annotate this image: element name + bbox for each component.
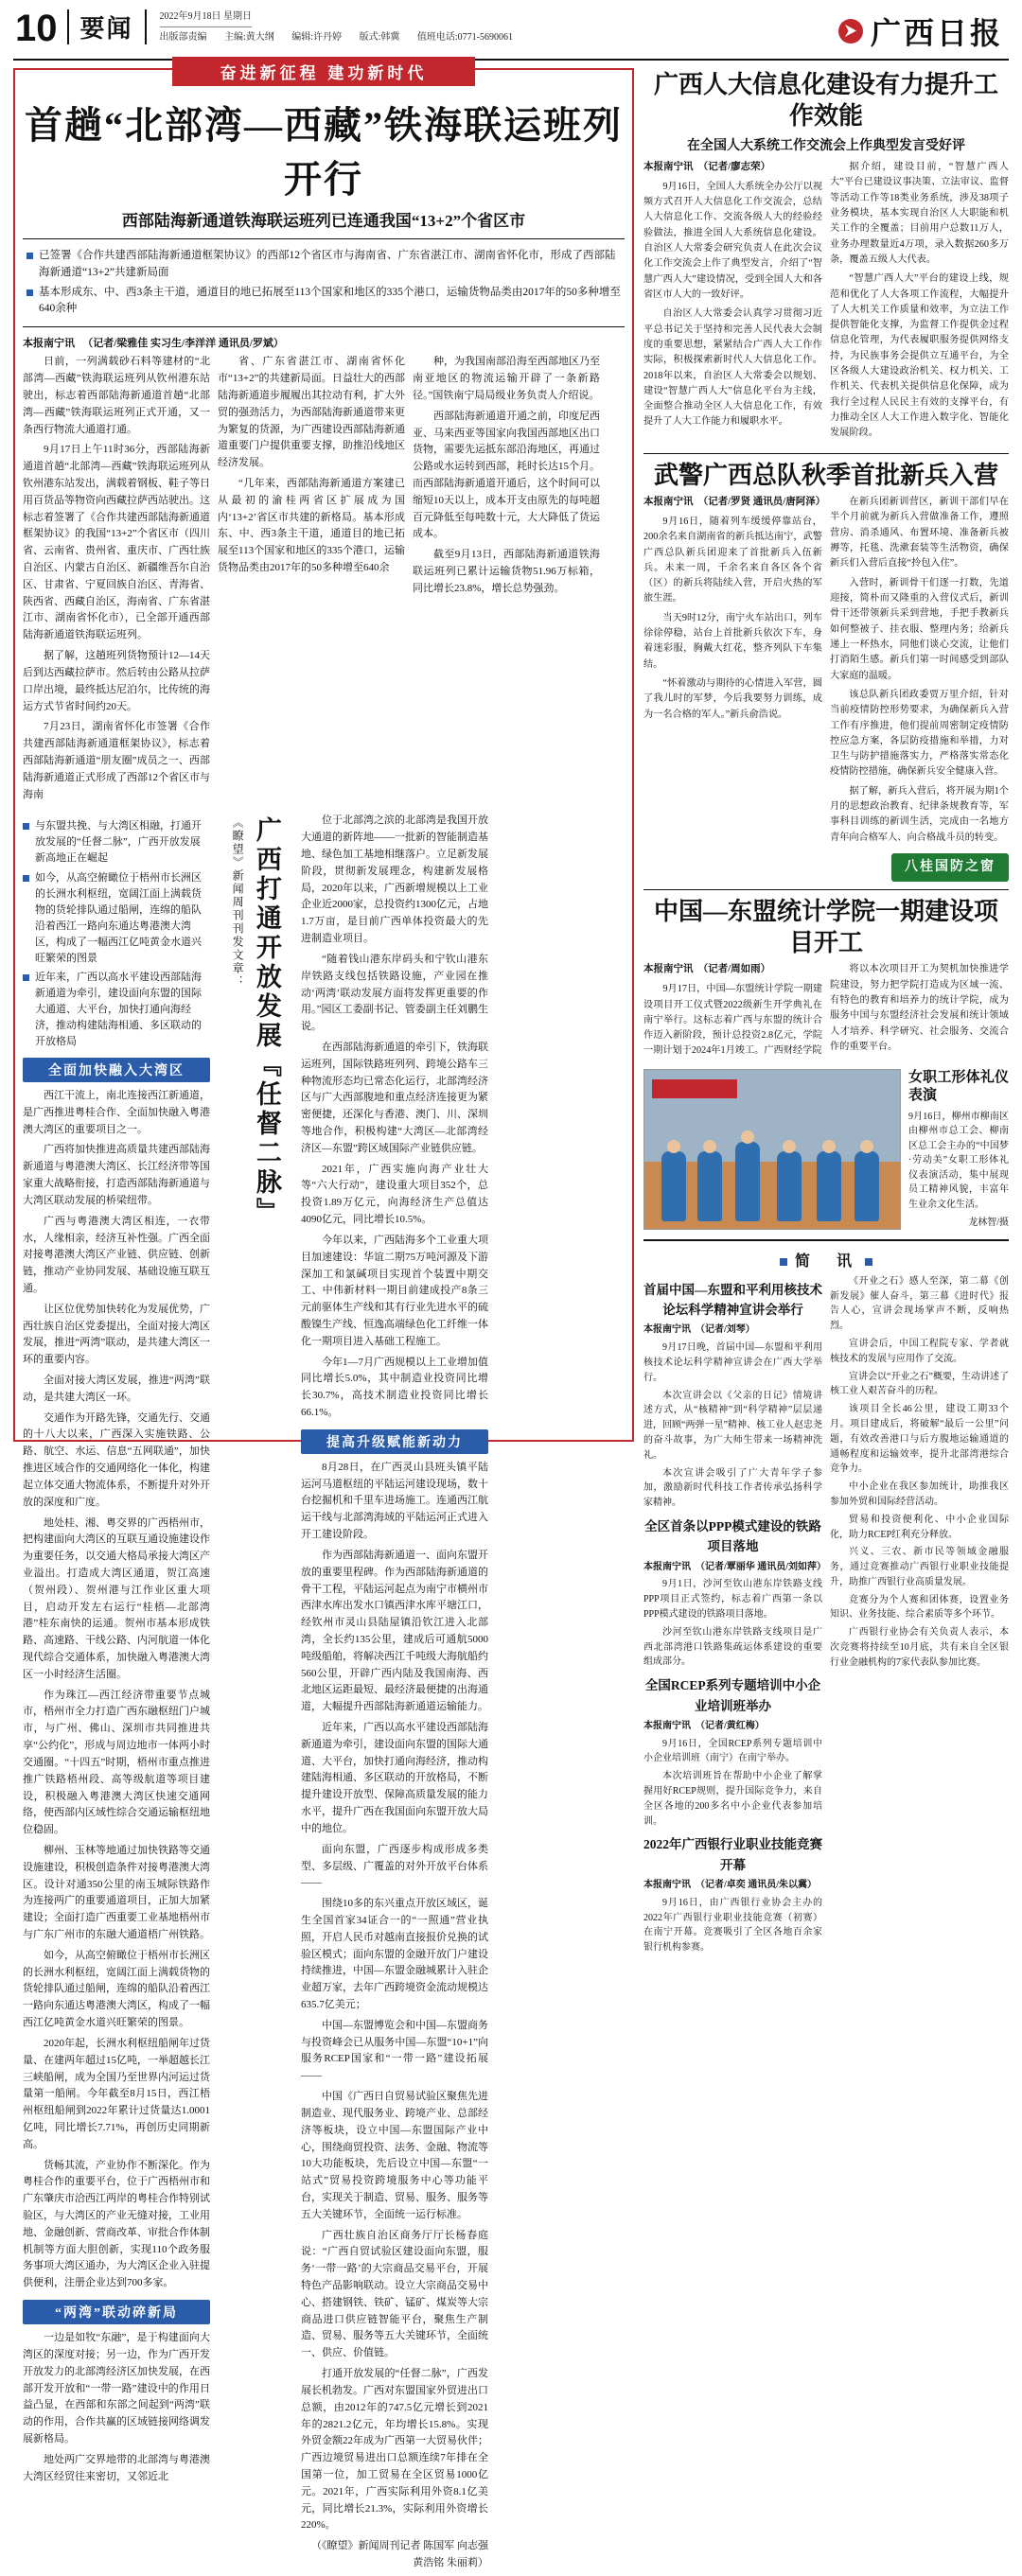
lead-bullets [23, 238, 625, 327]
paragraph: 在新兵团新训营区，新训干部们早在半个月前就为新兵入营做准备工作，遵照营房、消杀通风、布置环境、准备新兵被褥等，托毯、洗漱套装等生活物资，确保新兵们入营后直接“拎包入住”。 [830, 497, 1009, 570]
feature-bullet [23, 870, 210, 967]
article1-title: 广西人大信息化建设有力提升工作效能 [653, 71, 998, 130]
article3-col-1 [643, 962, 822, 1062]
photo-credit: 龙林智/摄 [968, 1218, 1009, 1229]
lead-bullet [26, 285, 621, 319]
paragraph: “怀着激动与期待的心情进入军营，圆了我儿时的军梦，今后我要努力训练，成为一名合格的军人。”新兵俞浩说。 [643, 678, 822, 720]
paragraph: 货畅其流，产业协作不断深化。作为粤桂合作的重要平台，位于广西梧州市和广东肇庆市洽西江两岸的粤桂合作特别试验区，与大湾区的产业无缝对接，工业用地、金融创新、营商改革、审批合作体制机制等方面大胆创新，实现110个政务服务事项大湾区通办，为大湾区企业入驻提供便利，注册企业达到700多家。 [23, 2159, 210, 2289]
photo-banner [652, 1079, 737, 1098]
paragraph: 2021年，广西实施向海产业壮大等“六大行动”，建设重大项目352个，总投资1.89万亿元，向海经济生产总值达4090亿元，同比增长10.5%。 [301, 1163, 488, 1226]
photo-caption [908, 1069, 1009, 1231]
vertical-headline: 广西打通开放发展『任督二脉』 [252, 816, 281, 1228]
section-title: 要闻 [67, 9, 147, 44]
paragraph: 今年1—7月广西规模以上工业增加值同比增长5.0%，其中制造业投资同比增长30.7%，高技术制造业投资同比增长66.1%。 [301, 1356, 488, 1418]
layout-designer: 版式:韩冀 [359, 32, 400, 43]
lead-article-frame [13, 64, 634, 2568]
paragraph: 9月17日上午11时36分，西部陆海新通道首趟“北部湾—西藏”铁海联运班列从钦州港东站发出，满载着钢板、鞋子等日用百货品等物资向西藏拉萨西站驶出。这标志着签署了《合作共建西部陆海新通道框架协议》的我国“13+2”个省区市（四川省、云南省、贵州省、重庆市、广西壮族自治区、内蒙古自治区、新疆维吾尔自治区、甘肃省、宁夏回族自治区、青海省、陕西省、西藏自治区，海南省、广东省湛江市、湖南省怀化市），已全部开通西部陆海新通道铁海联运班列。 [23, 444, 210, 641]
divider [643, 1239, 1009, 1241]
paragraph: 本次培训班旨在帮助中小企业了解掌握用好RCEP规则，提升国际竞争力，来自全区各地的200多名中小企业代表参加培训。 [643, 1771, 822, 1827]
paragraph: 截至9月13日，西部陆海新通道铁海联运班列已累计运输货物51.96万标箱，同比增长23.8%，增长总势强劲。 [413, 549, 600, 594]
paragraph: 9月16日，全国RCEP系列专题培训中小企业培训班（南宁）在南宁举办。 [643, 1738, 822, 1764]
article2-byline: 本报南宁讯 （记者/罗贤 通讯员/唐阿泽） [643, 497, 826, 508]
article2-title: 武警广西总队秋季首批新兵入营 [653, 461, 998, 489]
paragraph: 近年来，广西以高水平建设西部陆海新通道为牵引，建设面向东盟的国际大通道、大平台，加快打通向海经济，推动构建陆海相通、多区联动的开放格局，不断提升建设开放型、保障高质量发展的能力水平，提升广西在我国面向东盟开放大局中的地位。 [301, 1722, 488, 1834]
caption-body: 9月16日，柳州市柳南区由柳州市总工会、柳南区总工会主办的“中国梦·劳动美”女职工形体礼仪表演活动，集中展现员工精神风貌，丰富年生业余文化生活。 [908, 1111, 1009, 1210]
paragraph: 2020年起，长洲水利枢纽船闸年过货量、在建两年超过15亿吨，一举超越长江三峡船闸，成为全国乃至世界内河运过货量第一船闸。今年截至8月15日，西江梧州枢纽船闸到2022年累计过货量达1.0001亿吨，同比增长7.71%，再创历史同期新高。 [23, 2037, 210, 2150]
briefs-columns [643, 1274, 1009, 1958]
lead-col-extra [301, 813, 488, 2575]
masthead [13, 9, 1009, 61]
paragraph: 本次宣讲会吸引了广大青年学子参加，激励新时代科技工作者传承弘扬科学家精神。 [643, 1467, 822, 1509]
brief-title: 全区首条以PPP模式建设的铁路项目落地 [644, 1518, 821, 1554]
article1-col-1 [643, 160, 822, 446]
paragraph: 地处桂、湘、粤交界的广西梧州市，把构建面向大湾区的互联互通设施建设作为重要任务，以交通大格局承接大湾区产业溢出。打造成大湾区通道，贺江高速（贺州段）、贺州港与江作业区重大项目，启动开发左右运行“桂梧—北部湾港”桂东南快的运通。贺州市基本形成铁路、高速路、干线公路、内河航道一体化现代综合交通体系，加快融入粤港澳大湾区一小时经济生活圈。 [23, 1516, 210, 1680]
paragraph: 9月17日晚，首届中国—东盟和平利用核技术论坛科学精神宣讲会在广西大学举行。 [643, 1342, 822, 1383]
paragraph: 将以本次项目开工为契机加快推进学院建设，努力把学院打造成为区域一流、有特色的教育和培养力的统计学院，成为服务中国与东盟经济社会发展和统计领域人才培养、科学研究、社会服务、交流合作的重要平台。 [830, 964, 1009, 1052]
bullet-square-icon [23, 823, 29, 830]
paragraph: 日前，一列满载砂石料等建材的“北部湾—西藏”铁海联运班列从钦州港东站驶出，标志着西部陆海新通道首趟“北部湾—西藏”铁海联运班列正式开通，又一条西行物流大通道打通。 [23, 356, 210, 435]
paragraph: 宣讲会后，中国工程院专家、学者就核技术的发展与应用作了交流。 [830, 1338, 1009, 1364]
paragraph: 今年以来，广西陆海多个工业重大项目加速建设：华谊二期75万吨河源及下游深加工和氯碱项目实现首个装置中期交工、中伟新材料一期目前建成投产8条三元前驱体生产线和其有行业先进水平的硫酸镍生产线、恒逸高端绿色化工纤维一体化一期项目进入基础工程施工。 [301, 1234, 488, 1347]
paragraph: 中国—东盟博览会和中国—东盟商务与投资峰会已从服务中国—东盟“10+1”向服务RCEP国家和“一带一路”建设拓展—— [301, 2019, 488, 2082]
paragraph: 作为珠江—西江经济带重要节点城市，梧州市全力打造广西东融枢纽门户城市，与广州、佛山、深圳市共同推进共享“公约化”，形成与周边地市一体两小时交通圈。“十四五”时期，梧州市重点推进推广铁路梧州段、高等级航道等项目建设，积极融入粤港澳大湾区快速交通网络，使西部内区域性综合交通运输枢纽地位稳固。 [23, 1689, 210, 1836]
article2-col-2 [830, 495, 1009, 882]
paragraph: 9月16日，全国人大系统全办公厅以视频方式召开人大信息化工作交流会，总结人大信息化工作、交流各级人大的经验经验做法，推进全国人大系统信息化建设。自治区人大常委会研究负责人在此次会议化工作交流会上作了典型发言，介绍了“智慧广西人大”建设情况，受到全国人大和各省区市人大的一致好评。 [643, 181, 822, 300]
brief-byline: 本报南宁讯 （记者/刘琴） [643, 1324, 755, 1336]
brief-title: 2022年广西银行业职业技能竞赛开幕 [643, 1837, 822, 1872]
article3-byline: 本报南宁讯 （记者/周如雨） [643, 964, 771, 975]
paper-title [838, 9, 1009, 53]
paragraph: 该项目全长46公里，建设工期33个月。项目建成后，将破解“最后一公里”问题，有效改善港口与后方腹地运输通道的通畅程度和运输效率，提升北部湾港综合竞争力。 [830, 1404, 1009, 1475]
photo-person [777, 1151, 802, 1221]
brief-title: 首届中国—东盟和平利用核技术论坛科学精神宣讲会举行 [643, 1282, 822, 1318]
lead-bullet-text: 基本形成东、中、西3条主干道，通道目的地已拓展至113个国家和地区的335个港口，运输货物品类由2017年的50多种增至640余种 [39, 286, 621, 315]
lead-bullet-text: 已签署《合作共建西部陆海新通道框架协议》的西部12个省区市与海南省、广东省湛江市、湖南省怀化市，形成了西部陆海新通道“13+2”共建新局面 [39, 250, 616, 278]
paragraph: 西部陆海新通道开通之前，印度尼西亚、马来西亚等国家向我国西部地区出口货物，需要先运抵东部沿海地区，再通过公路或水运转到西部，耗时长达15个月。而西部陆海新通道开通后，这个时间可以缩短10天以上，成本开支由原先的每吨超百元降低至每吨数十元，大大降低了货运成本。 [413, 410, 600, 540]
lead-col-2 [218, 354, 405, 807]
article-npc-informatization [643, 70, 1009, 446]
photo-person [855, 1151, 879, 1221]
paragraph: 据介绍，建设目前，“智慧广西人大”平台已建设议事决策、立法审议、监督等活动工作等18类业务系统，涉及38项子业务模块，基本实现自治区人大职能和机关工作的全覆盖；目前用户总数11万人，业务办理数量近4万项，录入数据260多万条，覆盖五级人大代表。 [830, 162, 1009, 265]
chief-editor: 主编:黄大纲 [224, 32, 274, 43]
bullet-square-icon [26, 289, 33, 296]
bullet-square-icon [23, 875, 29, 882]
lead-body-columns [23, 354, 625, 807]
divider [643, 453, 1009, 454]
campaign-banner: 奋进新征程 建功新时代 [172, 57, 475, 86]
section-band-2: “两湾”联动碎新局 [23, 2300, 210, 2324]
paragraph: 兴义、三农、新市民等领域金融服务，通过竞赛推动广西银行业职业技能提升，助推广西银行业高质量发展。 [830, 1547, 1009, 1587]
paper-logo-icon [838, 19, 863, 44]
photo-person [697, 1151, 722, 1221]
paragraph: 本次宣讲会以《父亲的日记》情境讲述方式，从“核精神”到“科学精神”层层递进，回顾“两弹一星”精神、核工业人赵忠尧的奋斗故事，为广大师生带来一场精神洗礼。 [643, 1390, 822, 1461]
paragraph: 让区位优势加快转化为发展优势，广西壮族自治区党委提出，全面对接大湾区发展，推进“两湾”联动，是共建大湾区一环的重要内容。 [23, 1303, 210, 1366]
paragraph: 作为西部陆海新通道一、面向东盟开放的重要里程碑。作为西部陆海新通道的骨干工程，平陆运河起点为南宁市横州市西津水库出发水口镇西津水库平塘江口，经钦州市灵山县陆屋镇沿钦江进入北部湾，全长约135公里，建成后可通航5000吨级船舶，将解决西江千吨级大海航船约560公里，开辟广西内陆及我国南海、西北地区运距最短、最经济最便捷的出海通道，大幅提升西部陆海新通道运输能力。 [301, 1549, 488, 1713]
vertical-kicker: 《瞭望》新闻周刊刊发文章： [231, 816, 245, 990]
briefs-header [643, 1249, 1009, 1270]
lead-col-1 [23, 354, 210, 807]
publisher: 出版部责编 [159, 32, 207, 43]
article3-title: 中国—东盟统计学院一期建设项目开工 [653, 898, 998, 956]
paragraph: 如今，从高空俯瞰位于梧州市长洲区的长洲水利枢纽，宽阔江面上满载货物的货轮排队通过船闸，连绵的船队沿着西江一路向东通达粤港澳大湾区，构成了一幅西江亿吨黄金水道兴旺繁荣的图景。 [23, 1949, 210, 2029]
masthead-meta [147, 9, 838, 45]
brief-byline: 本报南宁讯 （记者/黄红梅） [643, 1720, 765, 1731]
paragraph: 入营时，新训骨干们逐一打数，先道迎接，简朴而又隆重的入营仪式后，新训骨干还带领新兵采到营地，手把手教新兵如何整被子、挂衣服、整理内务；给新兵递上一杯热水，同他们谈心交流，让他们打消陌生感。新兵们第一时间感受到部队大家庭的温暖。 [830, 577, 1009, 681]
brief-square-icon [780, 1258, 787, 1266]
article1-subtitle: 在全国人大系统工作交流会上作典型发言受好评 [687, 139, 965, 153]
divider [643, 889, 1009, 890]
paragraph: 当天9时12分，南宁火车站出口，列车徐徐停稳，站台上首批新兵依次下车，身着迷彩服，胸戴大红花，整齐列队下车集结。 [643, 612, 822, 670]
paragraph: 7月23日，湖南省怀化市签署《合作共建西部陆海新通道框架协议》，标志着西部陆海新通道“朋友圈”成员之一、西部陆海新通道正式形成了西部12个省区市与海南 [23, 721, 210, 800]
paragraph: 广西壮族自治区商务厅厅长杨春庭说：“广西自贸试验区建设面向东盟，服务‘一带一路’的大宗商品交易平台，开展特色产品影响联动。设立大宗商品交易中心、搭建钢铁、铁矿、锰矿、煤炭等大宗商品进口供应链智能平台，聚焦生产制造、贸易、服务等五大关键环节，全面统一、供应、价值链。 [301, 2229, 488, 2359]
paragraph: 8月28日，在广西灵山县班头镇平陆运河马道枢纽的平陆运河建设现场，数十台挖掘机和千里车进场施工。连通西江航运干线与北部湾海域的平陆运河正式进入开工建设阶段。 [301, 1461, 488, 1541]
feature-bullet-text: 近年来，广西以高水平建设西部陆海新通道为牵引，建设面向东盟的国际大通道、大平台，加快打通向海经济，推动构建陆海相通、多区联动的开放格局 [35, 971, 202, 1047]
section-band-3: 提高升级赋能新动力 [301, 1429, 488, 1454]
paragraph: “几年来，西部陆海新通道方案建已从最初的渝桂两省区扩展成为国内‘13+2’省区市共建的新格局。基本形成东、中、西3条主干道，通道目的地已拓展至113个国家和地区的335个港口，运输货物品类由2017年的50多种增至640余 [218, 477, 405, 573]
paragraph: 《开业之石》感人至深，第二幕《创新发展》催人奋斗，第三幕《进时代》报告人心，宣讲会现场掌声不断，反响热烈。 [830, 1275, 1009, 1332]
paragraph: 广西银行业协会有关负责人表示，本次竞赛将持续至10月底，共有来自全区银行业金融机构的7家代表队参加比赛。 [830, 1627, 1009, 1668]
article1-byline: 本报南宁讯 （记者/廖志荣） [643, 162, 771, 172]
paragraph: 面向东盟，广西逐步构成形成多类型、多层级、广覆盖的对外开放平台体系—— [301, 1843, 488, 1889]
brief-title: 全国RCEP系列专题培训中小企业培训班举办 [644, 1678, 821, 1713]
news-photo [643, 1069, 901, 1230]
paragraph: 一边是如牧“东融”，是于构建面向大湾区的深度对接；另一边，作为广西开发开放发力的北部湾经济区加快发展，在西部开发开放和“一带一路”建设中的作用日益凸显，在西部和东部之间起到“两湾”联动的作用，合作共赢的区域链接网络调发展新格局。 [23, 2332, 210, 2445]
feature-bullets-col [23, 813, 210, 2575]
lead-col-3 [413, 354, 600, 807]
paragraph: 中国《广西日自贸易试验区聚焦先进制造业、现代服务业、跨境产业、总部经济等板块，设立中国—东盟国际产业中心，围绕商贸投资、法务、金融、物流等10大功能板块，先后设立中国—东盟“一站式”贸易投资跨境服务中心等功能平台，实现关于制造、贸易、服务、服务等五大关键环节，全面统一运行标准。 [301, 2091, 488, 2220]
article-asean-statistics [643, 897, 1009, 1062]
paragraph: “智慧广西人大”平台的建设上线，规范和优化了人大各项工作流程，大幅提升了人大机关工作质量和效率，为立法工作提供智能化支撑，为监督工作提供金过程信息化管理，为代表履职服务提供网络支持，为民族事务会提供立互通平台，为全区各级人大建设政治机关、权力机关、工作机关、代表机关提供信息化保障，成为我行全过程人民民主有效的支撑平台，有力推动全区人大工作进入数字化、智能化发展阶段。 [830, 273, 1009, 439]
defense-window-badge: 八桂国防之窗 [891, 853, 1009, 882]
paragraph: 9月1日，沙河至钦山港东岸铁路支线PPP项目正式签约，标志着广西第一条以PPP模式建设的铁路项目落地。 [643, 1579, 822, 1621]
page-number: 10 [15, 8, 58, 49]
feature-bullet [23, 818, 210, 867]
article-credit: （《瞭望》新闻周刊记者 陈国军 向志强 黄浩铭 朱丽莉） [311, 2540, 488, 2568]
section-band-1: 全面加快融入大湾区 [23, 1058, 210, 1082]
paragraph: 围绕10多的东兴重点开放区域区，诞生全国首家34证合一的“一照通”营业执照，开启人民币对越南直接报价兑换的试验区模式；面向东盟的金融开放门户建设持续推进，中国—东盟金融城累计入驻企业超万家，去年广西跨境资金流动规模达635.7亿美元； [301, 1898, 488, 2010]
article3-col-2 [830, 962, 1009, 1062]
paragraph: “随着钱山港东岸码头和宁钦山港东岸铁路支线包括铁路设施，产业园在推动‘两湾’联动发展方面将发挥更重要的作用。”园区工委副书记、管委副主任刘鹏生说。 [301, 953, 488, 1033]
lead-headline: 首趟“北部湾—西藏”铁海联运班列开行 [25, 104, 623, 201]
photo-block [643, 1069, 1009, 1231]
publish-date: 2022年9月18日 星期日 [160, 9, 253, 27]
paragraph: 中小企业在我区参加统计，助推我区参加外贸和国际经营活动。 [830, 1481, 1009, 1507]
paragraph: 自治区人大常委会认真学习贯彻习近平总书记关于坚持和完善人民代表大会制度的重要思想，紧紧结合广西人大工作作实际，积极探索新时代人大信息化工作。2018年以来，自治区人大常委会以规划、建设“智慧广西人大”信息化平台为主线，全面整合推动全区人大信息化工作，有效提升了人大工作能力和履职水平。 [643, 308, 822, 428]
paragraph: 宣讲会以“开业之石”概要，生动讲述了核工业人艰苦奋斗的历程。 [830, 1371, 1009, 1397]
paragraph: 贸易和投资便利化、中小企业国际化，助力RCEP红利充分释放。 [830, 1514, 1009, 1540]
section-3-text [301, 1460, 488, 2572]
briefs-col-1 [643, 1274, 827, 1958]
paragraph: 地处两广交界地带的北部湾与粤港澳大湾区经贸往来密切，又邻近北 [23, 2453, 210, 2482]
paragraph: 打通开放发展的“任督二脉”，广西发展长机勃发。广西对东盟国家外贸进出口总额，由2012年的747.5亿元增长到2021年的2821.2亿元，年均增长15.8%。实现外贸金额22年成为广西第一大贸易伙伴；广西边境贸易进出口总额连续7年排在全国第一位，加工贸易在全区贸易1000亿元。2021年，广西实际利用外资8.1亿美元，同比增长21.3%，实际利用外资增长220%。 [301, 2368, 488, 2532]
paragraph: 9月16日，随着列车缓缓停靠站台，200余名来自湖南省的新兵抵达南宁，武警广西总队新兵团迎来了首批新兵入伍新兵。未来一周，千余名来自各区各个省（区）的新兵将陆续入营，开启火热的军旅生涯。 [643, 516, 822, 605]
paragraph: 全面对接大湾区发展，推进“两湾”联动，是共建大湾区一环。 [23, 1375, 210, 1403]
bullet-square-icon [26, 253, 33, 259]
paragraph: 据了解，这趟班列货物预计12—14天后到达西藏拉萨市。然后转由公路从拉萨口岸出境，最终抵达尼泊尔，比传统的海运方式节省时间约20天。 [23, 650, 210, 712]
right-column [643, 68, 1009, 1954]
briefs-col-2 [830, 1274, 1009, 1958]
photo-person [817, 1151, 841, 1221]
paragraph: 种，为我国南部沿海至西部地区乃至南亚地区的物流运输开辟了一条新路径。”国铁南宁局局级业务负责人介绍说。 [413, 356, 600, 401]
paragraph: 西江干流上，南北连接西江新通道，是广西推进粤桂合作、全面加快融入粤港澳大湾区的重要项目之一。 [23, 1090, 210, 1135]
photo-person [661, 1151, 686, 1221]
photo-person [735, 1142, 760, 1221]
lead-subhead: 西部陆海新通道铁海联运班列已连通我国“13+2”个省区市 [121, 212, 526, 230]
brief-square-icon [865, 1258, 872, 1266]
paragraph: 竞赛分为个人赛和团体赛，设置业务知识、业务技能、综合素质等多个环节。 [830, 1594, 1009, 1621]
section-1-text [23, 1088, 210, 2292]
article1-col-2 [830, 160, 1009, 446]
paragraph: 广西与粤港澳大湾区相连，一衣带水，人缘相亲，经济互补性强。广西全面对接粤港澳大湾区产业链、供应链、创新链，推动产业协同发展、基础设施互联互通。 [23, 1215, 210, 1294]
brief-byline: 本报南宁讯 （记者/覃丽华 通讯员/刘如萍） [643, 1561, 827, 1572]
article2-col-1 [643, 495, 826, 882]
brief-byline: 本报南宁讯 （记者/卓奕 通讯员/朱以冀） [643, 1880, 818, 1891]
extra-text [301, 813, 488, 1421]
bullet-square-icon [23, 974, 29, 981]
section-2-text [23, 2330, 210, 2485]
feature-bullet-text: 如今，从高空俯瞰位于梧州市长洲区的长洲水利枢纽，宽阔江面上满载货物的货轮排队通过船闸，连绵的船队沿着西江一路向东通达粤港澳大湾区，构成了一幅西江亿吨黄金水道兴旺繁荣的图景 [35, 871, 202, 964]
paper-name-text: 广西日报 [870, 16, 1003, 50]
lead-byline: 本报南宁讯 （记者/梁雅佳 实习生/李洋洋 通讯员/罗斌） [23, 338, 284, 350]
lead-bullet [26, 248, 621, 282]
paragraph: 9月16日，由广西银行业协会主办的2022年广西银行业职业技能竞赛（初赛）在南宁开幕。竞赛吸引了全区各地百余家银行机构参赛。 [643, 1897, 822, 1954]
paragraph: 交通作为开路先锋，交通先行、交通的十八大以来，广西深入实施铁路、公路、航空、水运、信息“五网联通”，加快推进区域合作的交通网络化一体化，构建起立体交通大物流体系，不断提升对外开放的深度和广度。 [23, 1411, 210, 1508]
feature-bullet [23, 970, 210, 1050]
article-recruits [643, 461, 1009, 883]
caption-title: 女职工形体礼仪表演 [908, 1069, 1009, 1104]
vertical-title-block [210, 813, 301, 2575]
feature-bullet-text: 与东盟共挽、与大湾区相融，打通开放发展的“任督二脉”，广西开放发展新高地正在崛起 [35, 820, 202, 865]
paragraph: 沙河至钦山港东岸铁路支线项目是广西北部湾港口铁路集疏运体系建设的重要组成部分。 [643, 1626, 822, 1668]
paragraph: 位于北部湾之滨的北部湾是我国开放大通道的新阵地——一批新的智能制造基地、绿色加工基地相继落户。立足新发展阶段，贯彻新发展理念，构建新发展格局，2020年以来，广西新增规模以上工业企业近2000家，总投资约1300亿元，占地1.7万亩，是目前广西单体投资最大的先进制造业项目。 [301, 815, 488, 945]
paragraph: 该总队新兵团政委贾万里介绍，针对当前疫情防控形势要求，为确保新兵入营工作有序推进，他们提前周密制定疫情防控应急方案，各层防疫措施和举措，力对卫生与防护措施落实力，严格落实常态化疫情防控措施，确保新兵安全健康入营。 [830, 689, 1009, 778]
paragraph: 柳州、玉林等地通过加快铁路等交通设施建设，积极创造条件对接粤港澳大湾区。设计对通350公里的南玉城际铁路作为连接两广的重要通道项目，正加大加紧建设；全面打造广西重要工业基地梧州市与广东广州市的东融大通道梧广州铁路。 [23, 1844, 210, 1941]
briefs-header-text: 简 讯 [794, 1253, 857, 1270]
hotline: 值班电话:0771-5690061 [416, 32, 513, 43]
editor: 编辑:许丹婷 [291, 32, 343, 43]
paragraph: 广西将加快推进高质量共建西部陆海新通道与粤港澳大湾区、长江经济带等国家重大战略衔接，打造西部陆海新通道与大湾区联动发展的桥梁纽带。 [23, 1144, 210, 1206]
paragraph: 在西部陆海新通道的牵引下，铁海联运班列，国际铁路班列列、跨境公路车三种物流形态均已常态化运行，北部湾经济区与广大西部腹地和重点经济连接更为紧密便捷，还深化与香港、澳门、川、深圳等地合作，积极构建“大湾区—北部湾经济区—东盟”跨区域国际产业链供应链。 [301, 1041, 488, 1154]
paragraph: 9月17日，中国—东盟统计学院一期建设项目开工仪式暨2022级新生开学典礼在南宁举行。这标志着广西与东盟的统计合作迈入新阶段，预计总投资2.8亿元，学院一期计划于2024年1月竣工。广西财经学院 [643, 984, 822, 1057]
paragraph: 省、广东省湛江市、湖南省怀化市“13+2”的共建新局面。日益壮大的西部陆海新通道步履履出其拉动有利，扩大外贸的强劲活力，为西部陆海新通道带来更为繁复的货源，为广西建设西部陆海新通道重要门户提供重要支撑，助推沿线地区经济发展。 [218, 356, 405, 469]
paragraph: 据了解，新兵入营后，将开展为期1个月的思想政治教育、纪律条规教育等，军事科目训练的新训生活，完成由一名地方青年向合格军人、向合格战斗员的转变。 [830, 785, 1009, 843]
